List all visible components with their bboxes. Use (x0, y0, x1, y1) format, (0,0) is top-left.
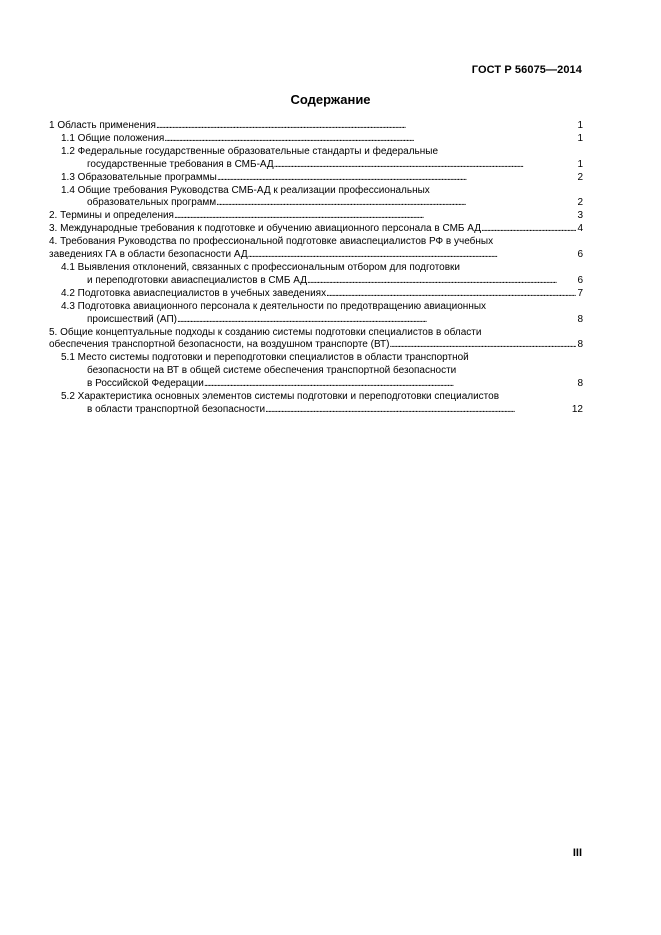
toc-entry[interactable] (49, 288, 583, 301)
toc-entry[interactable] (49, 236, 583, 262)
toc-entry-text: безопасности на ВТ в общей системе обеспечения транспортной безопасности (87, 365, 457, 377)
toc-page-number: 8 (577, 339, 583, 351)
toc-entry-text: и переподготовки авиаспециалистов в СМБ АД (87, 274, 307, 286)
toc-entry[interactable] (49, 223, 583, 236)
toc-entry-text: обеспечения транспортной безопасности, на воздушном транспорте (ВТ) (49, 339, 390, 351)
toc-entry[interactable] (49, 327, 583, 353)
toc-entry-text: происшествий (АП) (87, 313, 177, 325)
toc-entry[interactable] (49, 262, 583, 288)
dot-leader (389, 339, 576, 352)
toc-entry[interactable] (49, 133, 583, 146)
dot-leader (216, 197, 576, 210)
toc-page-number: 12 (571, 403, 583, 415)
table-of-contents (49, 120, 583, 417)
toc-entry[interactable] (49, 391, 583, 417)
toc-entry-text: государственные требования в СМБ-АД (87, 158, 274, 170)
toc-entry-text: 5.1 Место системы подготовки и переподготовки специалистов в области транспортной (61, 352, 469, 364)
document-code: ГОСТ Р 56075—2014 (471, 64, 582, 76)
toc-page-number: 1 (577, 132, 583, 144)
toc-entry-text: 4. Требования Руководства по профессиональной подготовке авиаспециалистов РФ в учебных (49, 236, 494, 248)
dot-leader (164, 133, 576, 146)
toc-entry-text: 4.3 Подготовка авиационного персонала к деятельности по предотвращению авиационных (61, 300, 487, 312)
toc-entry[interactable] (49, 172, 583, 185)
dot-leader (481, 223, 576, 236)
dot-leader (217, 172, 577, 185)
dot-leader (156, 120, 576, 133)
toc-page-number: 3 (577, 210, 583, 222)
toc-entry-text: 4.2 Подготовка авиаспециалистов в учебных заведениях (61, 287, 327, 299)
toc-page-number: 7 (577, 287, 583, 299)
toc-page-number: 8 (577, 378, 583, 390)
toc-page-number: 1 (577, 120, 583, 131)
toc-page-number: 6 (577, 274, 583, 286)
toc-entry-text: 1.2 Федеральные государственные образовательные стандарты и федеральные (61, 145, 439, 157)
dot-leader (307, 275, 576, 288)
dot-leader (174, 210, 576, 223)
toc-entry-text: в Российской Федерации (87, 378, 204, 390)
toc-page-number: 8 (577, 313, 583, 325)
toc-entry[interactable] (49, 210, 583, 223)
toc-entry-text: 1 Область применения (49, 120, 156, 131)
toc-entry[interactable] (49, 185, 583, 211)
toc-page-number: 2 (577, 171, 583, 183)
toc-page-number: 2 (577, 197, 583, 209)
dot-leader (265, 404, 571, 417)
toc-entry[interactable] (49, 120, 583, 133)
toc-entry[interactable] (49, 146, 583, 172)
toc-entry-text: в области транспортной безопасности (87, 403, 266, 415)
dot-leader (248, 249, 577, 262)
dot-leader (326, 288, 576, 301)
toc-entry-text: 2. Термины и определения (49, 210, 174, 222)
toc-entry[interactable] (49, 301, 583, 327)
toc-entry-text: 5. Общие концептуальные подходы к созданию системы подготовки специалистов в области (49, 326, 482, 338)
toc-page-number: 4 (577, 223, 583, 235)
dot-leader (177, 314, 576, 327)
toc-entry-text: 4.1 Выявления отклонений, связанных с профессиональным отбором для подготовки (61, 261, 461, 273)
toc-entry-text: 1.1 Общие положения (61, 132, 165, 144)
dot-leader (274, 159, 577, 172)
toc-entry[interactable] (49, 352, 583, 391)
toc-page-number: 6 (577, 249, 583, 261)
page-number: III (572, 847, 582, 859)
dot-leader (204, 378, 577, 391)
toc-page-number: 1 (577, 158, 583, 170)
toc-entry-text: 1.3 Образовательные программы (61, 171, 217, 183)
toc-entry-text: образовательных программ (87, 197, 217, 209)
toc-entry-text: 3. Международные требования к подготовке и обучению авиационного персонала в СМБ АД (49, 223, 482, 235)
toc-entry-text: 5.2 Характеристика основных элементов системы подготовки и переподготовки специалистов (61, 391, 500, 403)
toc-entry-text: 1.4 Общие требования Руководства СМБ-АД к реализации профессиональных (61, 184, 430, 196)
toc-entry-text: заведениях ГА в области безопасности АД (49, 249, 248, 261)
page-title: Содержание (290, 92, 371, 107)
